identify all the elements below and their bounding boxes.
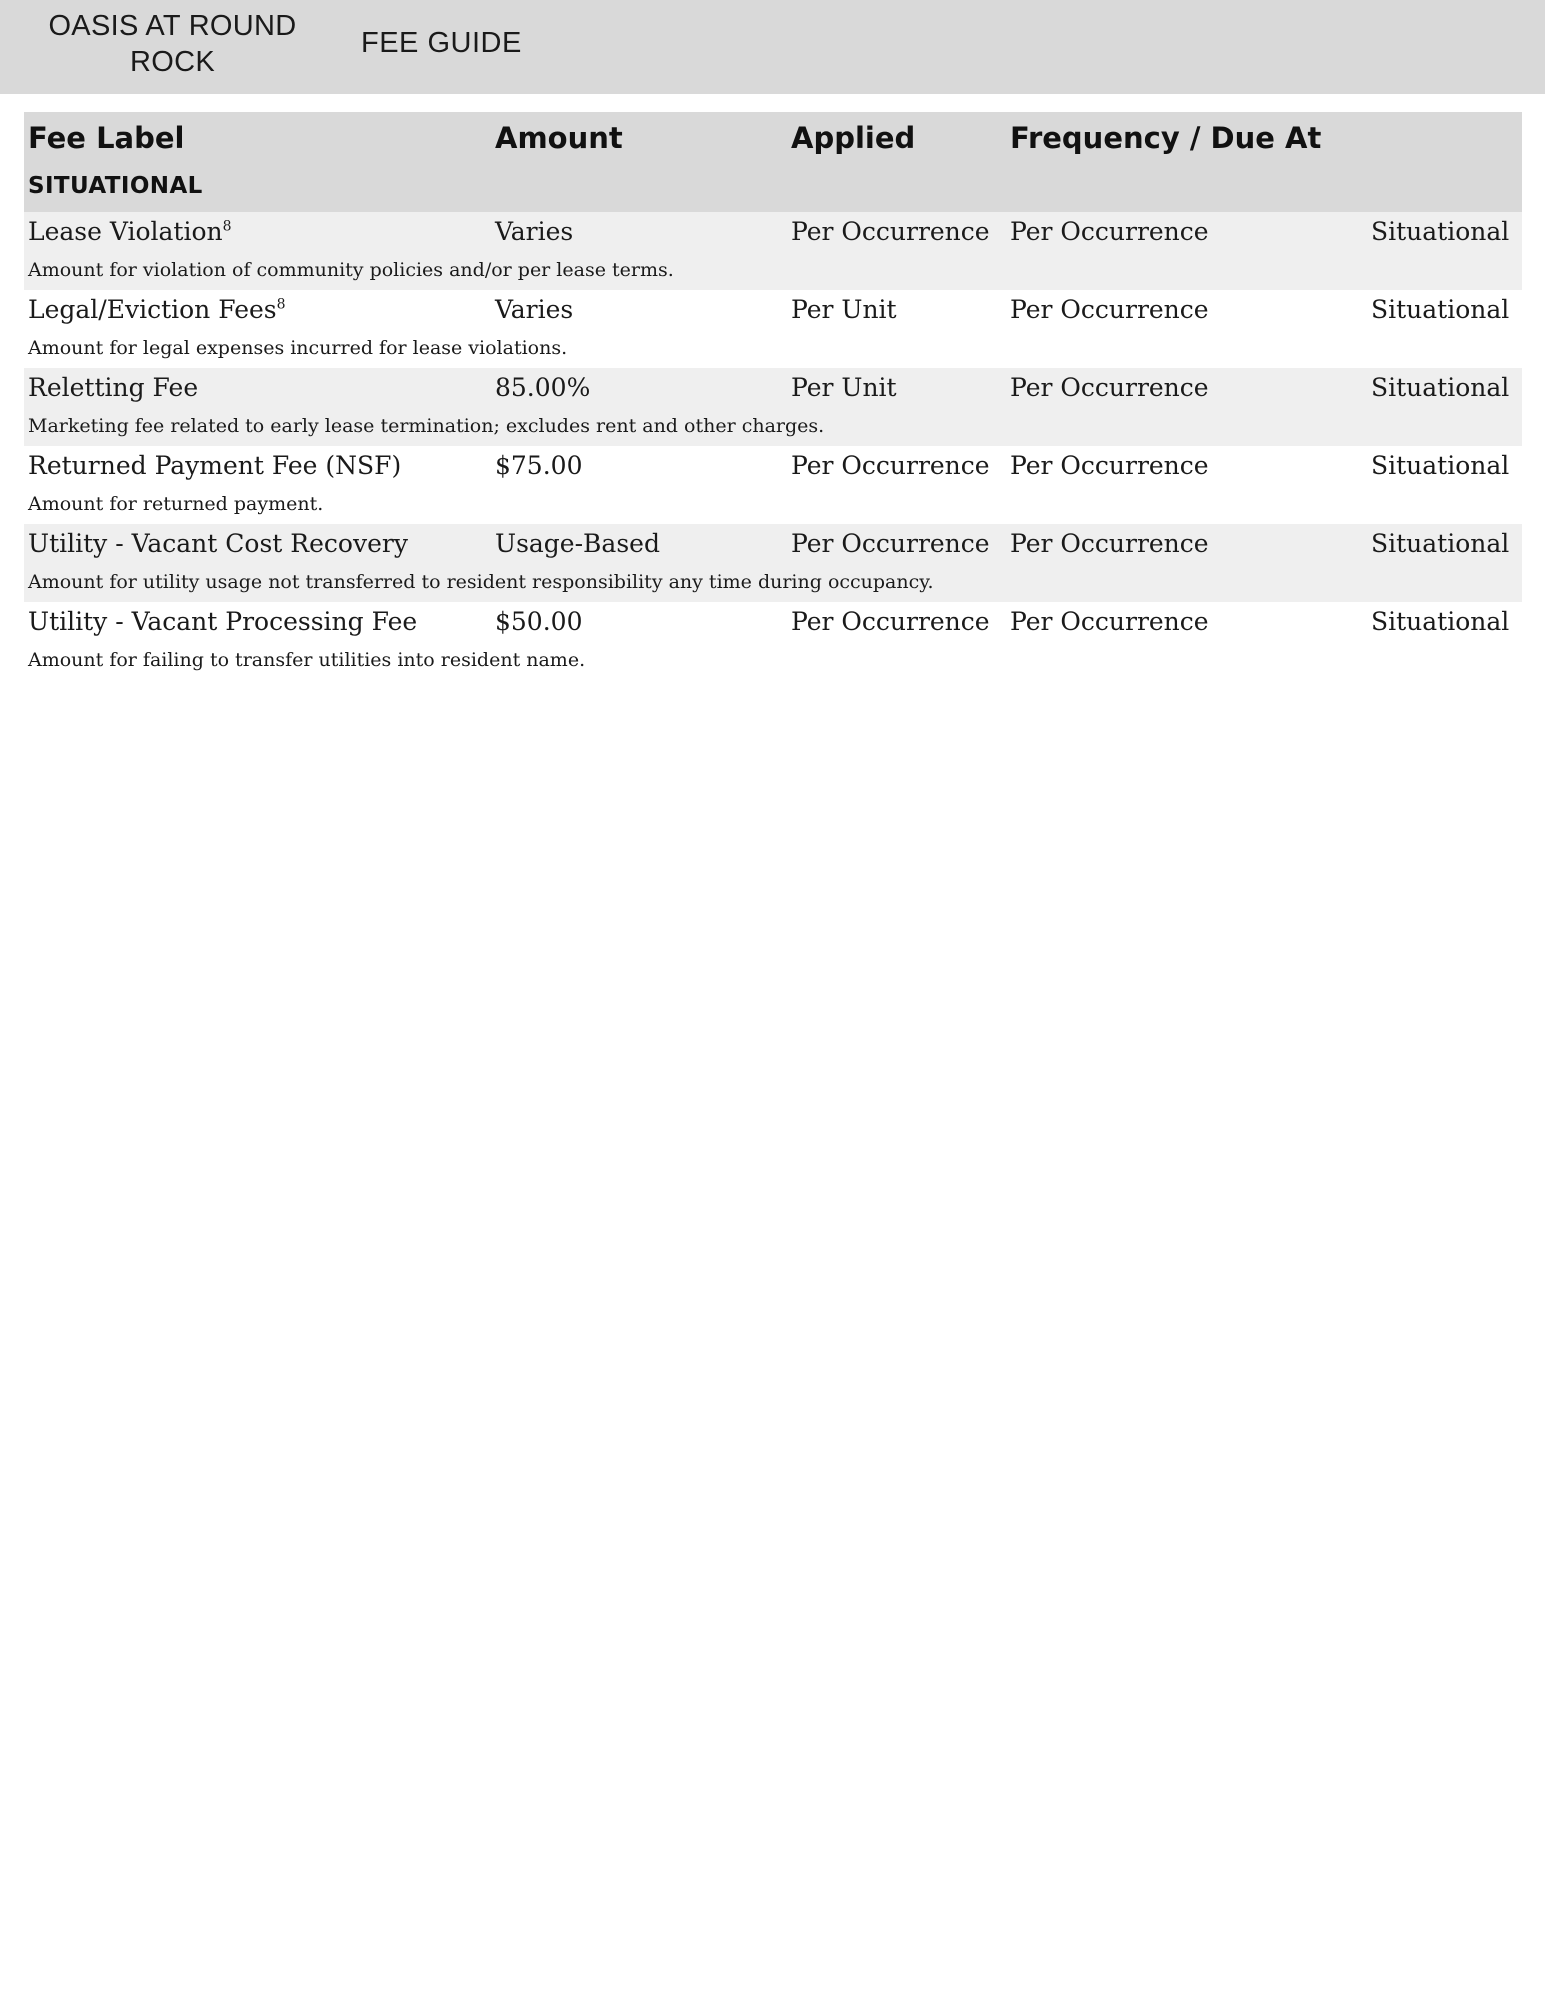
fee-description: Amount for violation of community policies and/or per lease terms. <box>28 259 674 281</box>
fee-frequency: Per Occurrence <box>1010 529 1209 558</box>
table-row <box>24 446 1522 524</box>
fee-applied: Per Occurrence <box>791 529 990 558</box>
fee-description: Marketing fee related to early lease termination; excludes rent and other charges. <box>28 415 825 437</box>
column-header-amount: Amount <box>495 121 623 155</box>
fee-label: Returned Payment Fee (NSF) <box>28 451 402 480</box>
fee-frequency: Per Occurrence <box>1010 217 1209 246</box>
fee-description: Amount for returned payment. <box>28 493 324 515</box>
fee-frequency: Per Occurrence <box>1010 373 1209 402</box>
table-row <box>24 524 1522 602</box>
fee-frequency: Per Occurrence <box>1010 295 1209 324</box>
footnote-marker: 8 <box>222 218 232 235</box>
fee-table <box>24 112 1522 680</box>
table-row <box>24 212 1522 290</box>
table-row <box>24 602 1522 680</box>
property-name: OASIS AT ROUND ROCK <box>48 10 297 78</box>
fee-label: Utility - Vacant Processing Fee <box>28 607 418 636</box>
fee-applied: Per Occurrence <box>791 607 990 636</box>
section-label: SITUATIONAL <box>28 173 203 199</box>
table-row <box>24 290 1522 368</box>
page-header <box>0 0 1545 94</box>
fee-due: Situational <box>1371 451 1510 480</box>
fee-applied: Per Occurrence <box>791 217 990 246</box>
fee-amount: $75.00 <box>495 451 583 480</box>
fee-amount: $50.00 <box>495 607 583 636</box>
fee-due: Situational <box>1371 217 1510 246</box>
table-header <box>24 112 1522 212</box>
fee-due: Situational <box>1371 373 1510 402</box>
fee-frequency: Per Occurrence <box>1010 451 1209 480</box>
fee-amount: Usage-Based <box>495 529 660 558</box>
footnote-marker: 8 <box>276 296 286 313</box>
document-title: FEE GUIDE <box>361 27 522 59</box>
fee-amount: Varies <box>495 217 574 246</box>
fee-label: Reletting Fee <box>28 373 199 402</box>
fee-due: Situational <box>1371 295 1510 324</box>
fee-label: Utility - Vacant Cost Recovery <box>28 529 408 558</box>
column-header-fee-label: Fee Label <box>28 121 185 155</box>
column-header-applied: Applied <box>791 121 916 155</box>
fee-due: Situational <box>1371 529 1510 558</box>
fee-applied: Per Unit <box>791 295 897 324</box>
fee-amount: Varies <box>495 295 574 324</box>
fee-amount: 85.00% <box>495 373 591 402</box>
fee-due: Situational <box>1371 607 1510 636</box>
fee-frequency: Per Occurrence <box>1010 607 1209 636</box>
fee-description: Amount for failing to transfer utilities into resident name. <box>28 649 586 671</box>
table-row <box>24 368 1522 446</box>
fee-description: Amount for utility usage not transferred to resident responsibility any time during occupancy. <box>28 571 934 593</box>
fee-label: Legal/Eviction Fees$^8$ <box>28 295 286 324</box>
fee-applied: Per Unit <box>791 373 897 402</box>
fee-description: Amount for legal expenses incurred for lease violations. <box>28 337 568 359</box>
column-header-frequency: Frequency / Due At <box>1010 121 1322 155</box>
fee-label: Lease Violation$^8$ <box>28 217 232 246</box>
fee-applied: Per Occurrence <box>791 451 990 480</box>
